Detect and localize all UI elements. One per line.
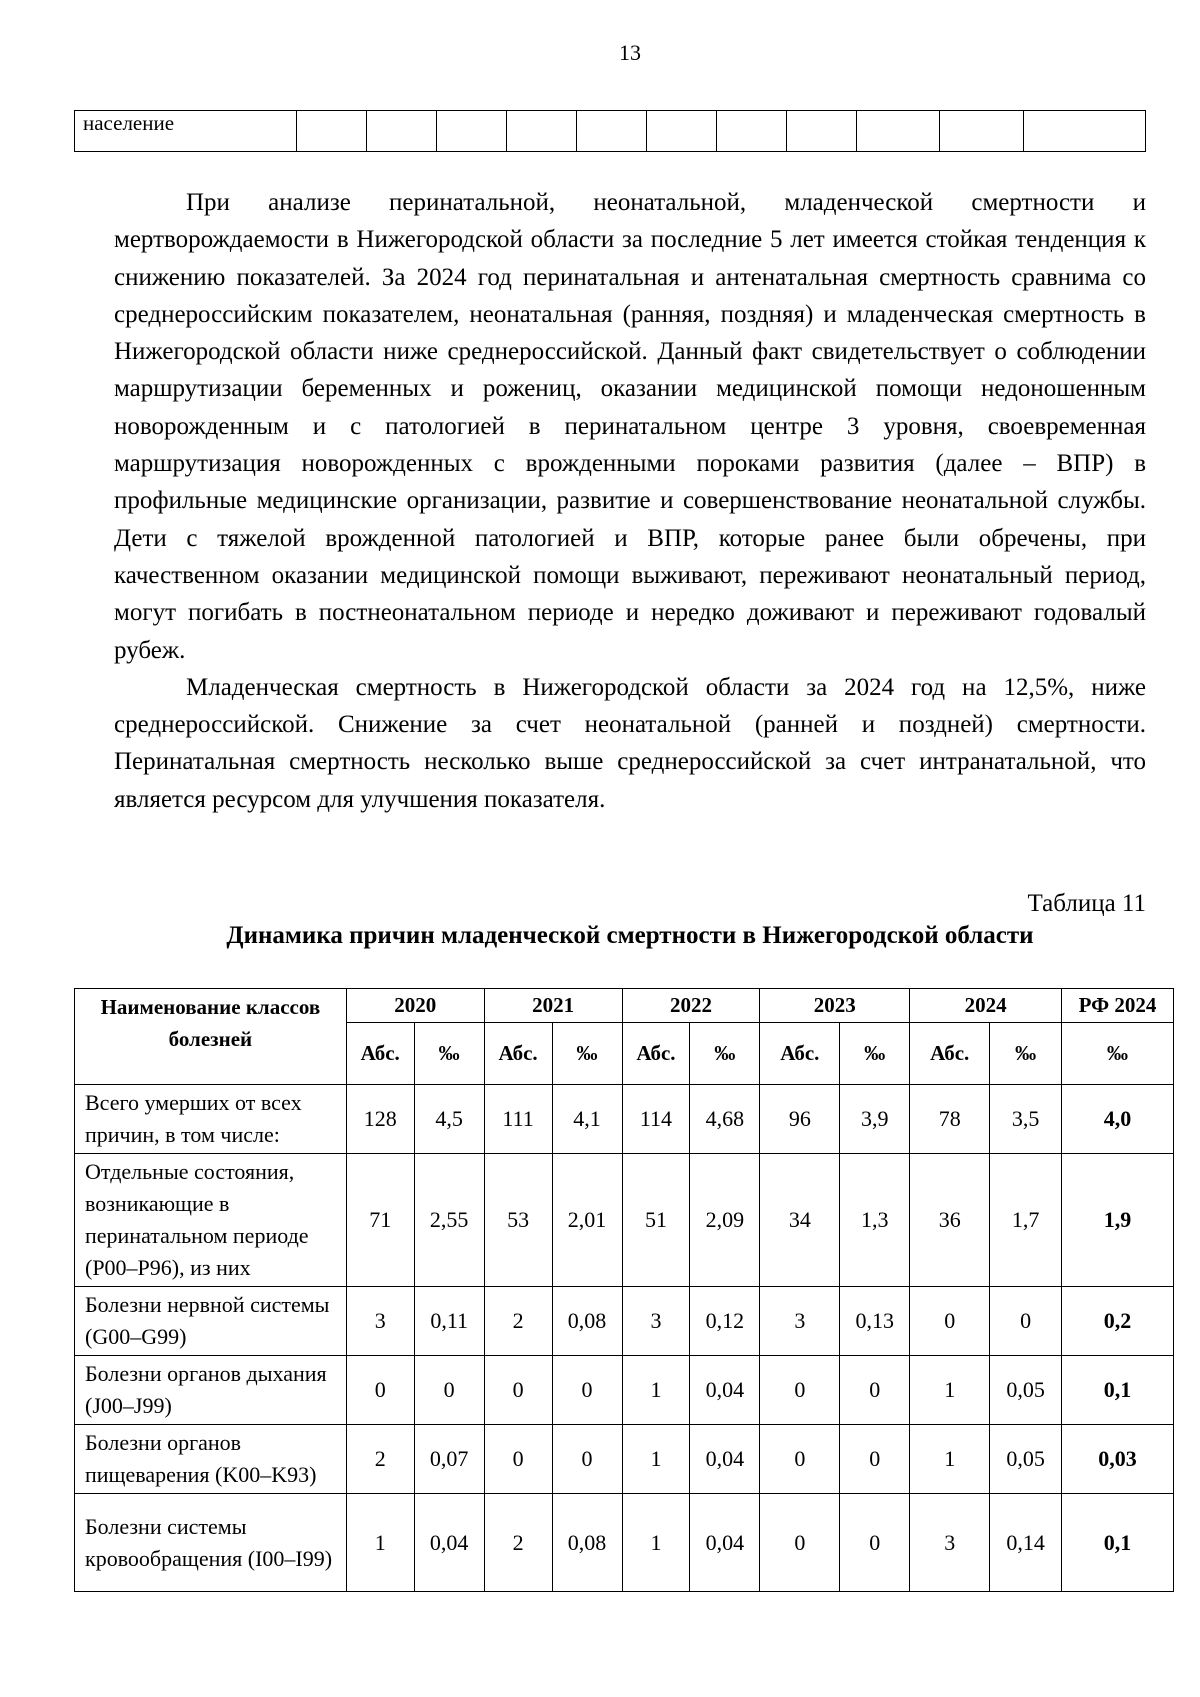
- disease-class-cell: Болезни органов пищеварения (K00–K93): [75, 1425, 347, 1494]
- value-cell: 4,5: [414, 1085, 484, 1154]
- table-row: [75, 1494, 1174, 1592]
- body-text: [114, 184, 1146, 818]
- disease-class-cell: Болезни органов дыхания (J00–J99): [75, 1356, 347, 1425]
- value-cell: 96: [760, 1085, 840, 1154]
- value-cell: 111: [484, 1085, 552, 1154]
- table-title: Динамика причин младенческой смертности в Нижегородской области: [226, 922, 1034, 949]
- disease-class-cell: Всего умерших от всех причин, в том числе:: [75, 1085, 347, 1154]
- empty-cell: [577, 111, 647, 152]
- empty-cell: [367, 111, 437, 152]
- subheader-abs: Абс.: [760, 1023, 840, 1085]
- rf-value-cell: 4,0: [1062, 1085, 1174, 1154]
- page-number: 13: [619, 40, 641, 65]
- empty-cell: [856, 111, 940, 152]
- continued-table: [74, 110, 1146, 152]
- value-cell: 0: [990, 1287, 1062, 1356]
- paragraph: Младенческая смертность в Нижегородской области за 2024 год на 12,5%, ниже среднероссийской. Снижение за счет неонатальной (ранней и поздней) смертности. Перинатальная смертность несколько выше среднероссийской за счет интранатальной, что является ресурсом для улучшения показателя.: [114, 673, 1146, 813]
- subheader-abs: Абс.: [910, 1023, 990, 1085]
- value-cell: 4,1: [552, 1085, 622, 1154]
- subheader-permille: ‰: [690, 1023, 760, 1085]
- value-cell: 3,9: [840, 1085, 910, 1154]
- value-cell: 36: [910, 1154, 990, 1287]
- row-label-cell: население: [75, 111, 297, 152]
- value-cell: 0: [484, 1425, 552, 1494]
- value-cell: 78: [910, 1085, 990, 1154]
- paragraph: При анализе перинатальной, неонатальной, младенческой смертности и мертворождаемости в Нижегородской области за последние 5 лет имеется стойкая тенденция к снижению показателей. За 2024 год перинатальная и антенатальная смертность сравнима со среднероссийским показателем, неонатальная (ранняя, поздняя) и младенческая смертность в Нижегородской области ниже среднероссийской. Данный факт свидетельствует о соблюдении маршрутизации беременных и рожениц, оказании медицинской помощи недоношенным новорожденным и с патологией в перинатальном центре 3 уровня, своевременная маршрутизация новорожденных с врожденными пороками развития (далее – ВПР) в профильные медицинские организации, развитие и совершенствование неонатальной службы. Дети с тяжелой врожденной патологией и ВПР, которые ранее были обречены, при качественном оказании медицинской помощи выживают, переживают неонатальный период, могут погибать в постнеонатальном периоде и нередко доживают и переживают годовалый рубеж.: [114, 189, 1146, 664]
- value-cell: 2,55: [414, 1154, 484, 1287]
- empty-cell: [716, 111, 786, 152]
- value-cell: 0,05: [990, 1425, 1062, 1494]
- disease-class-cell: Болезни нервной системы (G00–G99): [75, 1287, 347, 1356]
- value-cell: 114: [622, 1085, 690, 1154]
- header-year: 2022: [622, 989, 760, 1023]
- subheader-permille: ‰: [414, 1023, 484, 1085]
- value-cell: 0: [346, 1356, 414, 1425]
- value-cell: 0,07: [414, 1425, 484, 1494]
- value-cell: 0: [910, 1287, 990, 1356]
- value-cell: 1: [910, 1425, 990, 1494]
- value-cell: 0,11: [414, 1287, 484, 1356]
- table-row: [75, 1287, 1174, 1356]
- value-cell: 3,5: [990, 1085, 1062, 1154]
- table-number: Таблица 11: [1027, 890, 1146, 917]
- header-year: 2020: [346, 989, 484, 1023]
- subheader-abs: Абс.: [622, 1023, 690, 1085]
- header-row: [75, 989, 1174, 1023]
- table-row: [75, 1154, 1174, 1287]
- value-cell: 2: [484, 1494, 552, 1592]
- value-cell: 3: [910, 1494, 990, 1592]
- value-cell: 0: [840, 1425, 910, 1494]
- value-cell: 1: [622, 1494, 690, 1592]
- rf-value-cell: 0,1: [1062, 1494, 1174, 1592]
- value-cell: 4,68: [690, 1085, 760, 1154]
- subheader-permille: ‰: [552, 1023, 622, 1085]
- table-row: [75, 1425, 1174, 1494]
- value-cell: 2: [484, 1287, 552, 1356]
- value-cell: 3: [760, 1287, 840, 1356]
- header-year: 2023: [760, 989, 910, 1023]
- value-cell: 0: [552, 1356, 622, 1425]
- empty-cell: [297, 111, 367, 152]
- value-cell: 1,3: [840, 1154, 910, 1287]
- rf-value-cell: 1,9: [1062, 1154, 1174, 1287]
- empty-cell: [1023, 111, 1145, 152]
- value-cell: 3: [622, 1287, 690, 1356]
- value-cell: 0: [552, 1425, 622, 1494]
- header-year: 2024: [910, 989, 1062, 1023]
- value-cell: 0,08: [552, 1287, 622, 1356]
- empty-cell: [940, 111, 1024, 152]
- disease-class-cell: Отдельные состояния, возникающие в перинатальном периоде (P00–P96), из них: [75, 1154, 347, 1287]
- value-cell: 1: [346, 1494, 414, 1592]
- value-cell: 0,13: [840, 1287, 910, 1356]
- subheader-permille: ‰: [840, 1023, 910, 1085]
- mortality-table: [74, 988, 1174, 1592]
- rf-value-cell: 0,2: [1062, 1287, 1174, 1356]
- header-rf: РФ 2024: [1062, 989, 1174, 1023]
- value-cell: 0,04: [690, 1494, 760, 1592]
- subheader-permille: ‰: [990, 1023, 1062, 1085]
- value-cell: 0: [840, 1494, 910, 1592]
- value-cell: 1: [910, 1356, 990, 1425]
- value-cell: 0: [760, 1494, 840, 1592]
- value-cell: 53: [484, 1154, 552, 1287]
- value-cell: 51: [622, 1154, 690, 1287]
- value-cell: 34: [760, 1154, 840, 1287]
- value-cell: 0,05: [990, 1356, 1062, 1425]
- subheader-abs: Абс.: [346, 1023, 414, 1085]
- value-cell: 0: [760, 1356, 840, 1425]
- empty-cell: [786, 111, 856, 152]
- header-year: 2021: [484, 989, 622, 1023]
- value-cell: 0: [414, 1356, 484, 1425]
- value-cell: 0: [760, 1425, 840, 1494]
- value-cell: 3: [346, 1287, 414, 1356]
- rf-value-cell: 0,1: [1062, 1356, 1174, 1425]
- value-cell: 0,08: [552, 1494, 622, 1592]
- table-row: [75, 111, 1146, 152]
- value-cell: 0: [840, 1356, 910, 1425]
- header-disease-class: Наименование классов болезней: [75, 989, 347, 1085]
- rf-value-cell: 0,03: [1062, 1425, 1174, 1494]
- value-cell: 71: [346, 1154, 414, 1287]
- value-cell: 128: [346, 1085, 414, 1154]
- value-cell: 2,09: [690, 1154, 760, 1287]
- disease-class-cell: Болезни системы кровообращения (I00–I99): [75, 1494, 347, 1592]
- value-cell: 1: [622, 1425, 690, 1494]
- value-cell: 1,7: [990, 1154, 1062, 1287]
- table-row: [75, 1356, 1174, 1425]
- value-cell: 2: [346, 1425, 414, 1494]
- value-cell: 0,04: [690, 1356, 760, 1425]
- empty-cell: [437, 111, 507, 152]
- table-row: [75, 1085, 1174, 1154]
- value-cell: 0,12: [690, 1287, 760, 1356]
- value-cell: 1: [622, 1356, 690, 1425]
- value-cell: 2,01: [552, 1154, 622, 1287]
- empty-cell: [647, 111, 717, 152]
- subheader-abs: Абс.: [484, 1023, 552, 1085]
- value-cell: 0,14: [990, 1494, 1062, 1592]
- empty-cell: [507, 111, 577, 152]
- value-cell: 0,04: [414, 1494, 484, 1592]
- value-cell: 0: [484, 1356, 552, 1425]
- value-cell: 0,04: [690, 1425, 760, 1494]
- subheader-permille: ‰: [1062, 1023, 1174, 1085]
